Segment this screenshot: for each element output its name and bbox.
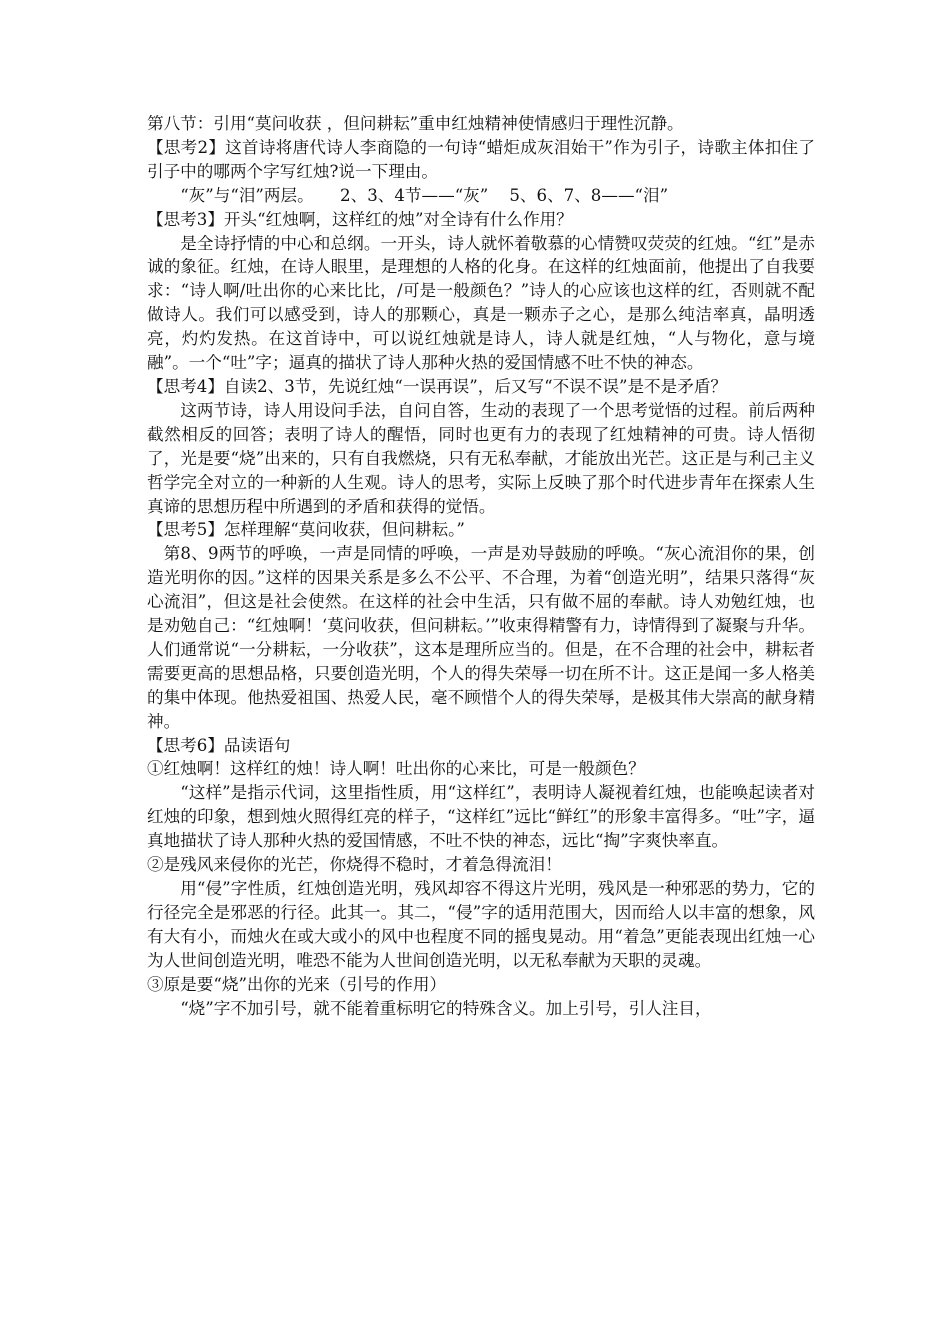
answer-paragraph: 用“侵”字性质，红烛创造光明，残风却容不得这片光明，残风是一种邪恶的势力，它的行径完全是邪恶的行径。此其一。其二，“侵”字的适用范围大，因而给人以丰富的想象，风有大有小，而烛火在或大或小的风中也程度不同的摇曳晃动。用“着急”更能表现出红烛一心为人世间创造光明，唯恐不能为人世间创造光明，以无私奉献为天职的灵魂。	[147, 879, 815, 970]
answer-paragraph: 是全诗抒情的中心和总纲。一开头，诗人就怀着敬慕的心情赞叹荧荧的红烛。“红”是赤诚的象征。红烛，在诗人眼里，是理想的人格的化身。在这样的红烛面前，他提出了自我要求：“诗人啊/吐出你的心来比比，/可是一般颜色？”诗人的心应该也这样的红，否则就不配做诗人。我们可以感受到，诗人的那颗心，真是一颗赤子之心，是那么纯洁率真，晶明透亮，灼灼发热。在这首诗中，可以说红烛就是诗人，诗人就是红烛，“人与物化，意与境融”。一个“吐”字；逼真的描状了诗人那种火热的爱国情感不吐不快的神态。	[147, 233, 815, 373]
question-heading: 【思考5】怎样理解“莫问收获，但问耕耘。”	[147, 520, 465, 540]
text-line: 第八节：引用“莫问收获 ，但问耕耘”重申红烛精神使情感归于理性沉静。	[147, 114, 684, 133]
quoted-sentence: ③原是要“烧”出你的光来（引号的作用）	[147, 974, 447, 994]
document-page	[147, 112, 815, 1020]
quoted-sentence: ②是残风来侵你的光芒，你烧得不稳时，才着急得流泪！	[147, 855, 562, 875]
answer-paragraph: “烧”字不加引号，就不能着重标明它的特殊含义。加上引号，引人注目，	[180, 998, 712, 1018]
question-heading: 【思考6】品读语句	[147, 735, 291, 755]
question-heading: 【思考2】这首诗将唐代诗人李商隐的一句诗“蜡炬成灰泪始干”作为引子，诗歌主体扣住了引子中的哪两个字写红烛?说一下理由。	[147, 137, 815, 181]
answer-paragraph: “这样”是指示代词，这里指性质，用“这样红”，表明诗人凝视着红烛，也能唤起读者对红烛的印象，想到烛火照得红亮的样子，“这样红”远比“鲜红”的形象丰富得多。“吐”字，逼真地描状了诗人那种火热的爱国情感，不吐不快的神态，远比“掏”字爽快率直。	[147, 783, 815, 851]
quoted-sentence: ①红烛啊！这样红的烛！诗人啊！吐出你的心来比，可是一般颜色？	[147, 759, 645, 779]
question-heading: 【思考4】自读2、3节，先说红烛“一误再误”，后又写“不误不误”是不是矛盾？	[147, 376, 728, 396]
answer-line: “灰”与“泪”两层。 2、3、4节——“灰” 5、6、7、8——“泪”	[180, 185, 669, 205]
question-heading: 【思考3】开头“红烛啊，这样红的烛”对全诗有什么作用？	[147, 209, 573, 229]
answer-paragraph: 这两节诗，诗人用设问手法，自问自答，生动的表现了一个思考觉悟的过程。前后两种截然相反的回答；表明了诗人的醒悟，同时也更有力的表现了红烛精神的可贵。诗人悟彻了，光是要“烧”出来的，只有自我燃烧，只有无私奉献，才能放出光芒。这正是与利己主义哲学完全对立的一种新的人生观。诗人的思考，实际上反映了那个时代进步青年在探索人生真谛的思想历程中所遇到的矛盾和获得的觉悟。	[147, 400, 815, 516]
answer-paragraph: 第8、9两节的呼唤，一声是同情的呼唤，一声是劝导鼓励的呼唤。“灰心流泪你的果，创造光明你的因。”这样的因果关系是多么不公平、不合理，为着“创造光明”，结果只落得“灰心流泪”，但这是社会使然。在这样的社会中生活，只有做不屈的奉献。诗人劝勉红烛，也是劝勉自己：“红烛啊！‘莫问收获，但问耕耘。’”收束得精警有力，诗情得到了凝聚与升华。人们通常说“一分耕耘，一分收获”，这本是理所应当的。但是，在不合理的社会中，耕耘者需要更高的思想品格，只要创造光明，个人的得失荣辱一切在所不计。这正是闻一多人格美的集中体现。他热爱祖国、热爱人民，毫不顾惜个人的得失荣辱，是极其伟大崇高的献身精神。	[147, 544, 815, 731]
